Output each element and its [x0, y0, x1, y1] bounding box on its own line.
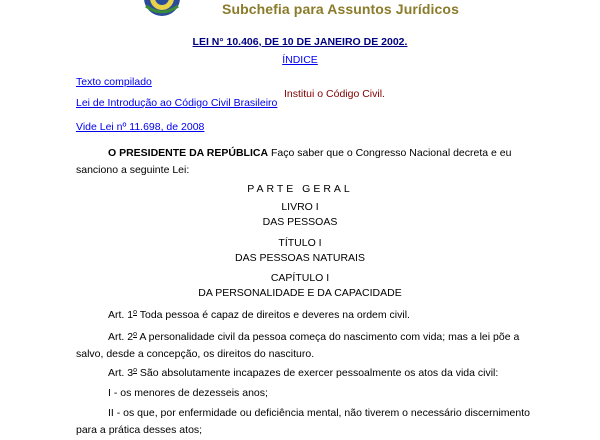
capitulo-number: CAPÍTULO I [270, 272, 330, 284]
titulo-name: DAS PESSOAS NATURAIS [235, 252, 365, 264]
compiled-text-link[interactable]: Texto compilado [76, 76, 152, 88]
preamble [76, 145, 536, 179]
art3-sup: o [133, 367, 137, 374]
article-1 [76, 304, 536, 324]
brazil-coat-of-arms-icon [142, 0, 182, 18]
art3-text: São absolutamente incapazes de exercer pessoalmente os atos da vida civil: [137, 367, 499, 379]
ementa: Institui o Código Civil. [284, 88, 385, 100]
art2-label: Art. 2 [108, 331, 134, 343]
subheading: Subchefia para Assuntos Jurídicos [222, 1, 459, 17]
parte-heading: PARTE GERAL [247, 183, 353, 195]
art2-sup: o [133, 331, 137, 338]
art3-label: Art. 3 [108, 367, 134, 379]
index-link[interactable]: ÍNDICE [282, 54, 318, 66]
art1-label: Art. 1 [108, 309, 134, 321]
art2-text: A personalidade civil da pessoa começa do nascimento com vida; mas a lei põe a salvo, desde a concepção, os direitos do nascituro. [76, 331, 520, 360]
see-law-link[interactable]: Vide Lei nº 11.698, de 2008 [76, 121, 205, 133]
intro-law-link[interactable]: Lei de Introdução ao Código Civil Brasileiro [76, 97, 278, 109]
header-bar [0, 0, 600, 24]
capitulo-name: DA PERSONALIDADE E DA CAPACIDADE [198, 287, 402, 299]
inciso-1: I - os menores de dezesseis anos; [108, 387, 268, 399]
inciso-2: II - os que, por enfermidade ou deficiência mental, não tiverem o necessário discernimento para a prática desses atos; [76, 407, 530, 436]
article-2 [76, 326, 536, 363]
law-title[interactable]: LEI N° 10.406, DE 10 DE JANEIRO DE 2002. [192, 36, 408, 48]
article-3 [76, 362, 536, 382]
preamble-text: Faço saber que o Congresso Nacional decreta e eu sanciono a seguinte Lei: [76, 147, 512, 176]
livro-number: LIVRO I [281, 201, 319, 213]
art1-sup: o [133, 309, 137, 316]
art1-text: Toda pessoa é capaz de direitos e deveres na ordem civil. [137, 309, 410, 321]
titulo-number: TÍTULO I [278, 237, 322, 249]
preamble-bold: O PRESIDENTE DA REPÚBLICA [108, 147, 269, 159]
livro-name: DAS PESSOAS [262, 216, 338, 228]
